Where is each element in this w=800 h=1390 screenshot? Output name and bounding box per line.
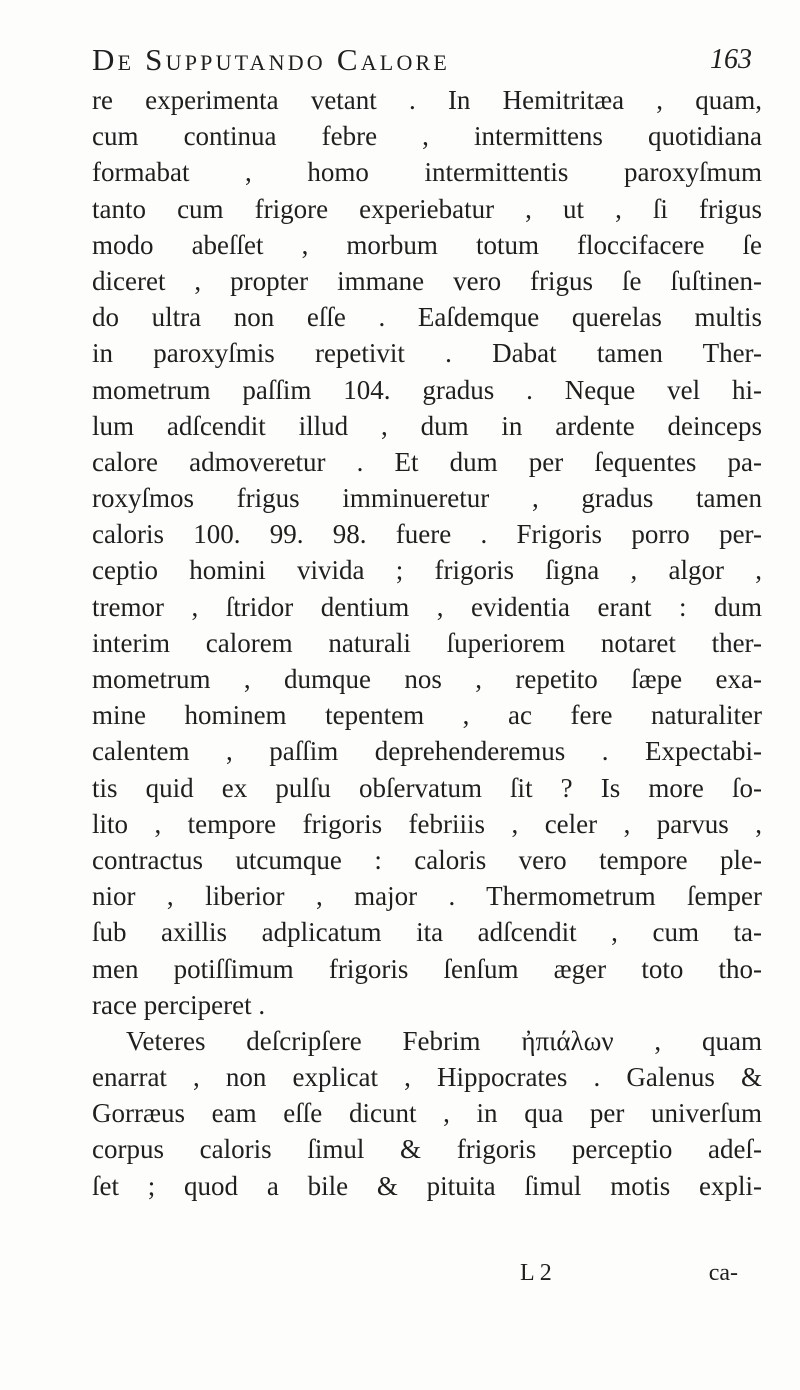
- text-line: diceret , propter immane vero frigus ſe ſuſtinen-: [92, 265, 762, 296]
- text-line: modo abeſſet , morbum totum floccifacere ſe: [92, 229, 762, 260]
- text-line: corpus caloris ſimul & frigoris perceptio adeſ-: [92, 1134, 762, 1165]
- body-text: [92, 82, 762, 1204]
- text-line: mometrum , dumque nos , repetito ſæpe exa-: [92, 664, 762, 694]
- text-line: lito , tempore frigoris febriiis , celer , parvus ,: [92, 808, 762, 839]
- text-line: tis quid ex pulſu obſervatum ſit ? Is more ſo-: [92, 772, 762, 803]
- paragraph-end-line: race perciperet .: [92, 989, 266, 1020]
- text-line: men potiſſimum frigoris ſenſum æger toto tho-: [92, 953, 762, 984]
- text-line: lum adſcendit illud , dum in ardente deinceps: [92, 410, 762, 441]
- signature-mark: L 2: [520, 1260, 552, 1286]
- text-line: Gorræus eam eſſe dicunt , in qua per univerſum: [92, 1098, 762, 1129]
- text-line: tremor , ſtridor dentium , evidentia erant : dum: [92, 591, 762, 622]
- text-line: calore admoveretur . Et dum per ſequentes pa-: [92, 446, 762, 477]
- paragraph-start-line: Veteres deſcripſere Febrim ἠπιάλων , quam: [126, 1025, 762, 1056]
- text-line: contractus utcumque : caloris vero tempore ple-: [92, 844, 762, 875]
- page-number: 163: [710, 44, 752, 75]
- text-line: mometrum paſſim 104. gradus . Neque vel hi-: [92, 374, 762, 405]
- running-head: [92, 42, 752, 82]
- text-line: caloris 100. 99. 98. fuere . Frigoris porro per-: [92, 519, 762, 550]
- text-line: ceptio homini vivida ; frigoris ſigna , algor ,: [92, 555, 762, 586]
- catchword: ca-: [708, 1260, 738, 1286]
- text-line: cum continua febre , intermittens quotidiana: [92, 121, 762, 152]
- text-line: re experimenta vetant . In Hemitritæa , quam,: [92, 85, 762, 115]
- text-line: calentem , paſſim deprehenderemus . Expectabi-: [92, 736, 762, 767]
- text-line: in paroxyſmis repetivit . Dabat tamen Ther-: [92, 338, 762, 369]
- page-footer: [92, 1260, 738, 1294]
- text-line: mine hominem tepentem , ac fere naturaliter: [92, 700, 762, 731]
- text-line: do ultra non eſſe . Eaſdemque querelas multis: [92, 302, 762, 333]
- text-line: nior , liberior , major . Thermometrum ſemper: [92, 881, 762, 912]
- text-line: ſet ; quod a bile & pituita ſimul motis expli-: [92, 1170, 762, 1201]
- running-title: De Supputando Calore: [92, 42, 451, 77]
- text-line: enarrat , non explicat , Hippocrates . Galenus &: [92, 1062, 762, 1093]
- text-line: formabat , homo intermittentis paroxyſmum: [92, 157, 762, 188]
- text-line: ſub axillis adplicatum ita adſcendit , cum ta-: [92, 917, 762, 948]
- text-line: roxyſmos frigus imminueretur , gradus tamen: [92, 483, 762, 514]
- text-line: interim calorem naturali ſuperiorem notaret ther-: [92, 627, 762, 658]
- text-line: tanto cum frigore experiebatur , ut , ſi frigus: [92, 193, 762, 224]
